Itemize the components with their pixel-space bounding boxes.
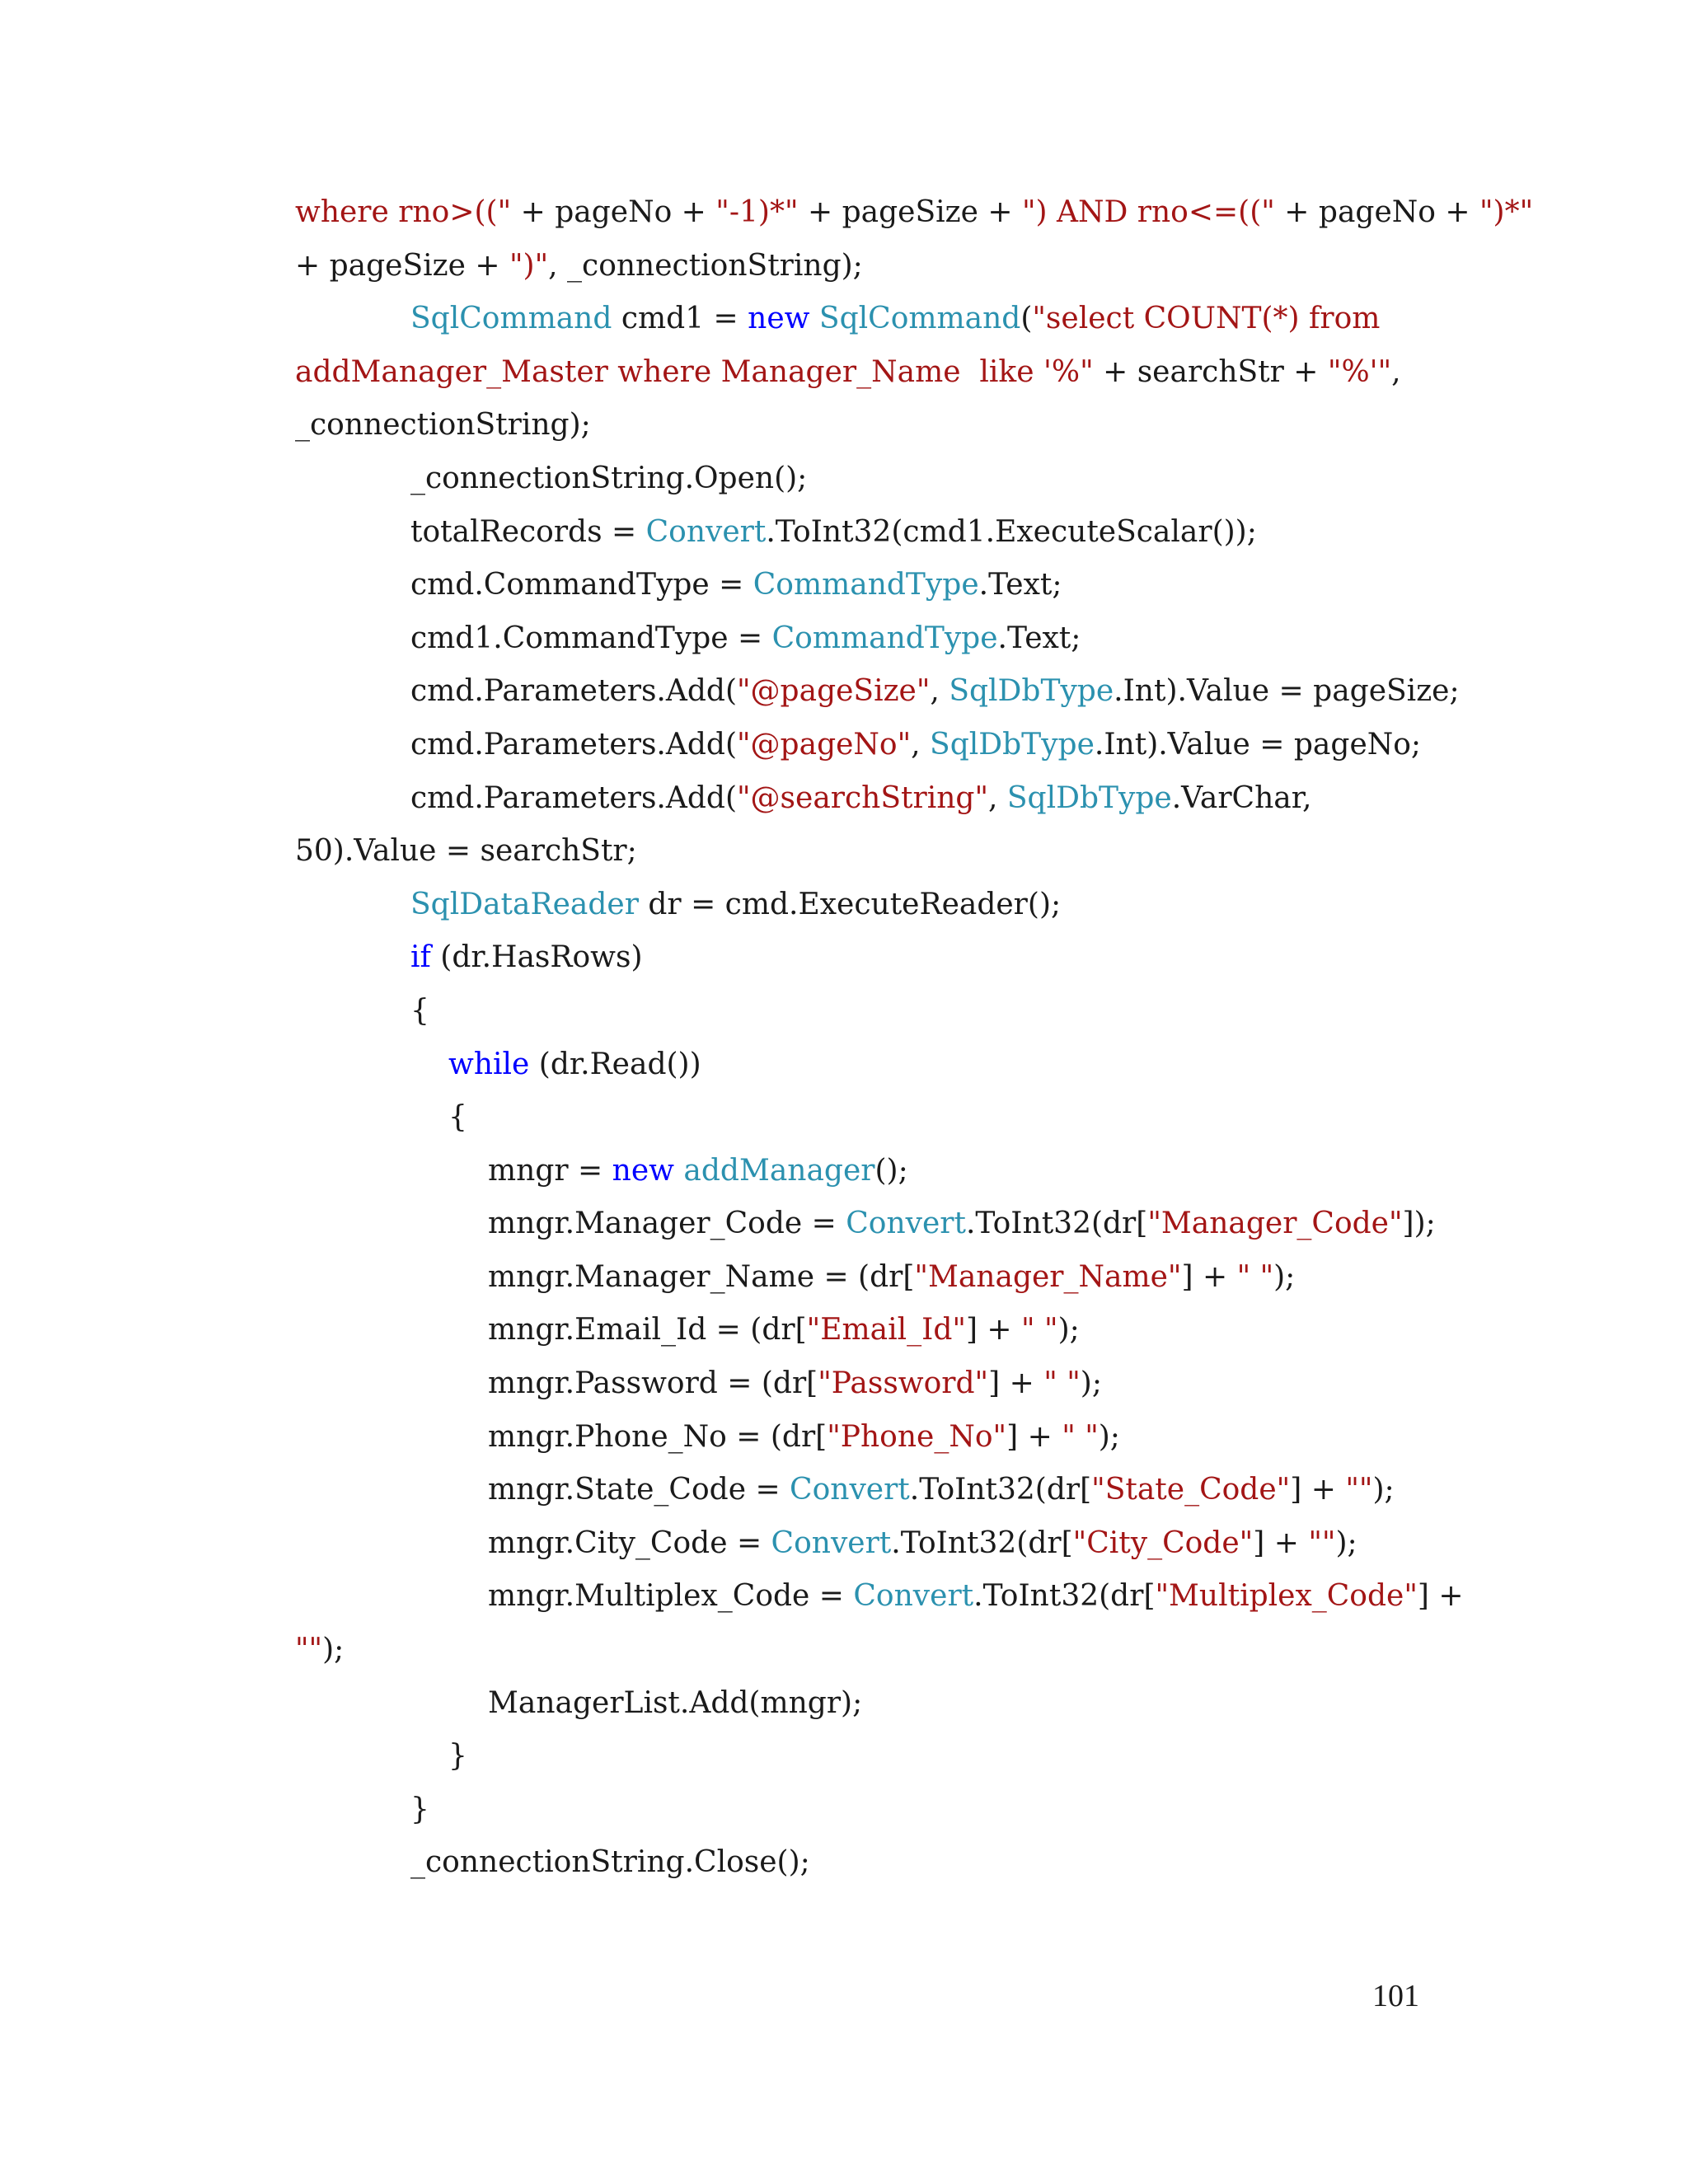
code-text-token: cmd.Parameters.Add( (410, 780, 737, 815)
code-text-token: mngr.State_Code = (488, 1473, 790, 1507)
code-line (295, 186, 1534, 240)
code-text-token (809, 302, 818, 335)
code-text-token: + searchStr + (1093, 354, 1328, 389)
code-text-token: ); (1273, 1259, 1296, 1294)
code-line (295, 240, 1432, 293)
code-string-token: "Password" (818, 1366, 989, 1401)
code-text-token: + pageSize + (295, 248, 509, 283)
code-string-token: " " (1236, 1259, 1274, 1294)
code-string-token: "select COUNT(*) from (1032, 302, 1381, 336)
code-line (295, 931, 1432, 985)
code-type-token: Convert (846, 1207, 966, 1241)
code-string-token: "" (1345, 1473, 1373, 1507)
code-text-token: mngr.Phone_No = (dr[ (488, 1419, 828, 1454)
code-type-token: SqlDbType (949, 674, 1114, 709)
code-line (295, 719, 1432, 772)
code-text-token: (dr.Read()) (529, 1047, 701, 1081)
code-text-token: mngr = (488, 1153, 612, 1188)
code-text-token: (); (874, 1153, 908, 1188)
code-type-token: Convert (790, 1473, 910, 1507)
code-text-token: .Text; (997, 621, 1081, 655)
code-text-token: , (988, 780, 1007, 815)
code-text-token: mngr.Manager_Name = (dr[ (488, 1259, 915, 1294)
code-type-token: Convert (645, 514, 767, 549)
code-keyword-token: while (448, 1047, 530, 1081)
code-keyword-token: new (748, 302, 810, 336)
code-text-token: (dr.HasRows) (430, 940, 643, 975)
code-text-token: .ToInt32(dr[ (891, 1526, 1073, 1560)
code-string-token: where rno>((" (295, 195, 512, 229)
code-line (295, 825, 1432, 879)
code-text-token: totalRecords = (410, 514, 646, 549)
code-string-token: "City_Code" (1072, 1526, 1254, 1560)
code-string-token: " " (1062, 1419, 1099, 1454)
code-string-token: " " (1043, 1366, 1081, 1401)
code-type-token: Convert (771, 1526, 892, 1560)
code-text-token: .Int).Value = pageNo; (1094, 727, 1422, 762)
code-string-token: addManager_Master where Manager_Name like '%" (295, 354, 1094, 389)
code-text-token: ] + (1290, 1473, 1346, 1507)
code-string-token: "@pageSize" (737, 674, 931, 709)
code-text-token: mngr.Password = (dr[ (488, 1366, 818, 1401)
page-number: 101 (1372, 1979, 1419, 2013)
code-string-token: " " (1021, 1313, 1058, 1347)
code-text-token: , (1391, 354, 1401, 389)
code-string-token: "Phone_No" (827, 1419, 1007, 1454)
code-text-token: _connectionString.Open(); (410, 461, 808, 495)
code-text-token: ( (1020, 302, 1033, 336)
code-text-token: _connectionString); (295, 408, 591, 443)
code-text-token: .Text; (978, 568, 1062, 602)
code-text-token: { (448, 1100, 467, 1135)
code-text-token: cmd.CommandType = (410, 568, 753, 602)
code-line (295, 399, 1432, 452)
code-text-token: , (911, 727, 931, 762)
code-text-token: ManagerList.Add(mngr); (488, 1685, 863, 1720)
code-text-token: { (410, 993, 429, 1028)
code-text-token: ); (1372, 1473, 1395, 1507)
code-text-token: ] + (1417, 1579, 1464, 1614)
code-text-token: ] + (1253, 1526, 1309, 1560)
code-text-token: .ToInt32(dr[ (973, 1579, 1156, 1614)
code-string-token: ")*" (1479, 195, 1534, 229)
code-string-token: "" (295, 1633, 323, 1667)
code-text-token: .ToInt32(cmd1.ExecuteScalar()); (766, 514, 1257, 549)
code-text-token: cmd1 = (612, 302, 748, 336)
code-type-token: SqlDataReader (410, 887, 639, 921)
code-line (295, 1570, 1464, 1624)
code-line (295, 452, 1432, 506)
code-text-token: .VarChar, (1171, 780, 1312, 815)
code-string-token: "" (1308, 1526, 1336, 1560)
code-text-token: cmd1.CommandType = (410, 621, 772, 655)
code-text-token: ); (322, 1633, 345, 1667)
code-line (295, 1304, 1432, 1357)
code-type-token: SqlDbType (1006, 780, 1172, 815)
code-text-token: , (930, 674, 950, 709)
code-line (295, 1836, 1432, 1890)
code-line (295, 559, 1432, 612)
code-line (295, 1730, 1432, 1783)
code-text-token: ] + (1006, 1419, 1062, 1454)
code-text-token: ); (1335, 1526, 1357, 1560)
code-type-token: CommandType (753, 568, 979, 602)
code-text-token: 50).Value = searchStr; (295, 834, 637, 869)
code-string-token: "Email_Id" (806, 1313, 966, 1347)
code-line (295, 1145, 1432, 1198)
code-text-token: mngr.City_Code = (488, 1526, 771, 1560)
code-text-token: ]); (1402, 1207, 1436, 1241)
code-text-token: .ToInt32(dr[ (965, 1207, 1148, 1241)
code-line (295, 1038, 1432, 1092)
code-text-token (674, 1154, 683, 1188)
code-string-token: "State_Code" (1091, 1473, 1291, 1507)
code-text-token: ); (1057, 1313, 1080, 1347)
code-string-token: "-1)*" (715, 195, 799, 229)
code-keyword-token: if (410, 940, 431, 975)
code-line (295, 1677, 1432, 1731)
code-line (295, 1411, 1432, 1465)
code-line (295, 1464, 1432, 1517)
code-line (295, 879, 1432, 932)
code-string-token: "Manager_Name" (914, 1259, 1182, 1294)
code-type-token: CommandType (771, 621, 998, 655)
code-text-token: ] + (1181, 1259, 1237, 1294)
code-string-token: "@pageNo" (737, 727, 912, 762)
code-line (295, 1251, 1432, 1305)
code-line (295, 1357, 1432, 1411)
code-text-token: cmd.Parameters.Add( (410, 674, 737, 709)
code-line (295, 1783, 1432, 1837)
code-string-token: "Manager_Code" (1147, 1207, 1403, 1241)
code-line (295, 665, 1460, 719)
code-string-token: ")" (509, 248, 549, 283)
code-string-token: "@searchString" (737, 780, 988, 815)
code-text-token: } (410, 1792, 429, 1826)
code-text-token: mngr.Multiplex_Code = (488, 1579, 854, 1614)
code-text-token: cmd.Parameters.Add( (410, 727, 737, 762)
code-text-token: ] + (988, 1366, 1044, 1401)
code-text-token: dr = cmd.ExecuteReader(); (638, 887, 1062, 921)
code-text-token: _connectionString.Close(); (410, 1845, 810, 1880)
code-text-token: + pageSize + (798, 195, 1022, 229)
code-line (295, 346, 1432, 400)
code-line (295, 772, 1432, 826)
code-line (295, 1091, 1432, 1145)
code-text-token: mngr.Manager_Code = (488, 1207, 846, 1241)
code-line (295, 1517, 1432, 1571)
code-text-token: .Int).Value = pageSize; (1114, 674, 1460, 709)
code-text-token: .ToInt32(dr[ (909, 1473, 1092, 1507)
code-string-token: "%'" (1327, 354, 1392, 389)
code-text-token: ); (1098, 1419, 1120, 1454)
code-listing (295, 186, 1534, 1890)
code-string-token: ") AND rno<=((" (1021, 195, 1275, 229)
code-text-token: , _connectionString); (548, 248, 863, 283)
code-type-token: Convert (853, 1579, 974, 1614)
code-keyword-token: new (612, 1153, 674, 1188)
code-text-token: + pageNo + (511, 195, 716, 229)
code-text-token: } (448, 1739, 467, 1774)
code-string-token: "Multiplex_Code" (1155, 1579, 1418, 1614)
code-type-token: addManager (683, 1153, 875, 1188)
code-line (295, 506, 1432, 560)
code-type-token: SqlCommand (410, 302, 612, 336)
code-line (295, 293, 1432, 346)
code-text-token: mngr.Email_Id = (dr[ (488, 1313, 807, 1347)
code-line (295, 612, 1432, 666)
code-line (295, 1624, 1432, 1677)
code-text-token: + pageNo + (1274, 195, 1479, 229)
code-type-token: SqlCommand (818, 302, 1021, 336)
code-line (295, 985, 1432, 1038)
code-text-token: ] + (965, 1313, 1022, 1347)
code-text-token: ); (1080, 1366, 1102, 1401)
code-type-token: SqlDbType (930, 727, 1095, 762)
code-line (295, 1197, 1436, 1251)
